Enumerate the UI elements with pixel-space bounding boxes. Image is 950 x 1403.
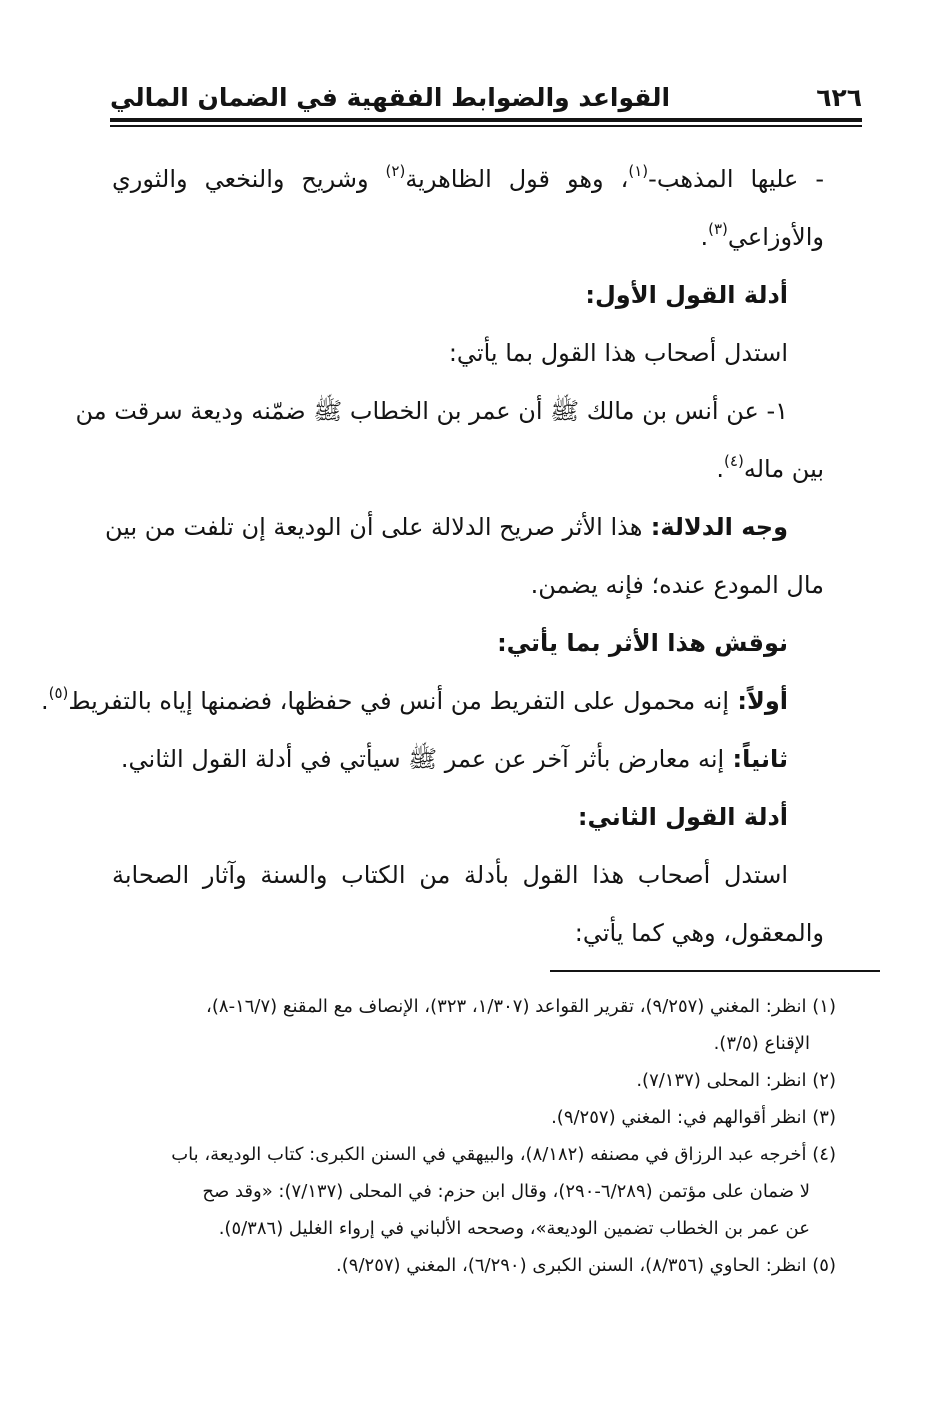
text-segment: ، وهو قول الظاهرية bbox=[405, 165, 629, 193]
text-line: استدل أصحاب هذا القول بأدلة من الكتاب والسنة وآثار الصحابة bbox=[112, 861, 788, 889]
footnote-line: (٢) انظر: المحلى (٧/١٣٧). bbox=[636, 1070, 836, 1091]
footnote-ref: (١) bbox=[628, 162, 649, 180]
label: أولاً: bbox=[729, 687, 788, 715]
footnote-ref: (٤) bbox=[724, 452, 744, 470]
footnote-ref: (٥) bbox=[48, 684, 69, 702]
text-segment: إنه محمول على التفريط من أنس في حفظها، فضمنها إياه بالتفريط bbox=[68, 687, 730, 715]
footnote-line: عن عمر بن الخطاب تضمين الوديعة»، وصححه الألباني في إرواء الغليل (٥/٣٨٦). bbox=[218, 1218, 810, 1239]
running-title: القواعد والضوابط الفقهية في الضمان المالي bbox=[110, 82, 671, 112]
footnote-ref: (٢) bbox=[385, 162, 406, 180]
header-rule-thick bbox=[110, 118, 862, 122]
footnotes bbox=[112, 988, 836, 1284]
footnote-line: (٤) أخرجه عبد الرزاق في مصنفه (٨/١٨٢)، والبيهقي في السنن الكبرى: كتاب الوديعة، باب bbox=[171, 1144, 836, 1165]
text-line bbox=[40, 672, 824, 730]
footnote-separator bbox=[550, 970, 880, 972]
text-line bbox=[112, 208, 824, 266]
text-segment: والأوزاعي bbox=[727, 223, 824, 251]
text-line bbox=[112, 150, 824, 208]
text-segment: إنه معارض بأثر آخر عن عمر ﷺ سيأتي في أدلة القول الثاني. bbox=[120, 745, 725, 773]
header-rule-thin bbox=[110, 125, 862, 127]
section-heading: أدلة القول الأول: bbox=[585, 281, 788, 309]
text-segment: هذا الأثر صريح الدلالة على أن الوديعة إن تلفت من بين bbox=[104, 513, 643, 541]
text-segment: . bbox=[40, 687, 49, 715]
text-segment: . bbox=[700, 223, 709, 251]
text-line: استدل أصحاب هذا القول بما يأتي: bbox=[448, 339, 788, 367]
footnote-ref: (٣) bbox=[708, 220, 728, 238]
label: وجه الدلالة: bbox=[642, 513, 788, 541]
text-segment: وشريح والنخعي والثوري bbox=[112, 165, 386, 193]
footnote-line: (١) انظر: المغني (٩/٢٥٧)، تقرير القواعد (١/٣٠٧، ٣٢٣)، الإنصاف مع المقنع (١٦/٧-٨)، bbox=[206, 996, 836, 1017]
label: ثانياً: bbox=[724, 745, 788, 773]
footnote-line: الإقناع (٣/٥). bbox=[713, 1033, 810, 1054]
text-line: مال المودع عنده؛ فإنه يضمن. bbox=[530, 571, 824, 599]
text-line: ١- عن أنس بن مالك ﷺ أن عمر بن الخطاب ﷺ ضمّنه وديعة سرقت من bbox=[75, 397, 788, 425]
main-text bbox=[40, 150, 824, 962]
section-heading: نوقش هذا الأثر بما يأتي: bbox=[497, 629, 788, 657]
text-segment: . bbox=[716, 455, 725, 483]
page-header bbox=[110, 78, 862, 116]
page-number: ٦٢٦ bbox=[816, 82, 862, 112]
text-line: والمعقول، وهي كما يأتي: bbox=[574, 919, 824, 947]
footnote-line: (٥) انظر: الحاوي (٨/٣٥٦)، السنن الكبرى (٦/٢٩٠)، المغني (٩/٢٥٧). bbox=[336, 1255, 836, 1276]
text-line bbox=[104, 498, 824, 556]
text-line bbox=[112, 440, 824, 498]
footnote-line: (٣) انظر أقوالهم في: المغني (٩/٢٥٧). bbox=[551, 1107, 836, 1128]
text-segment: - عليها المذهب- bbox=[648, 165, 824, 193]
section-heading: أدلة القول الثاني: bbox=[577, 803, 788, 831]
text-segment: بين ماله bbox=[743, 455, 824, 483]
footnote-line: لا ضمان على مؤتمن (٦/٢٨٩-٢٩٠)، وقال ابن حزم: في المحلى (٧/١٣٧): «وقد صح bbox=[202, 1181, 810, 1202]
text-line bbox=[112, 730, 824, 788]
